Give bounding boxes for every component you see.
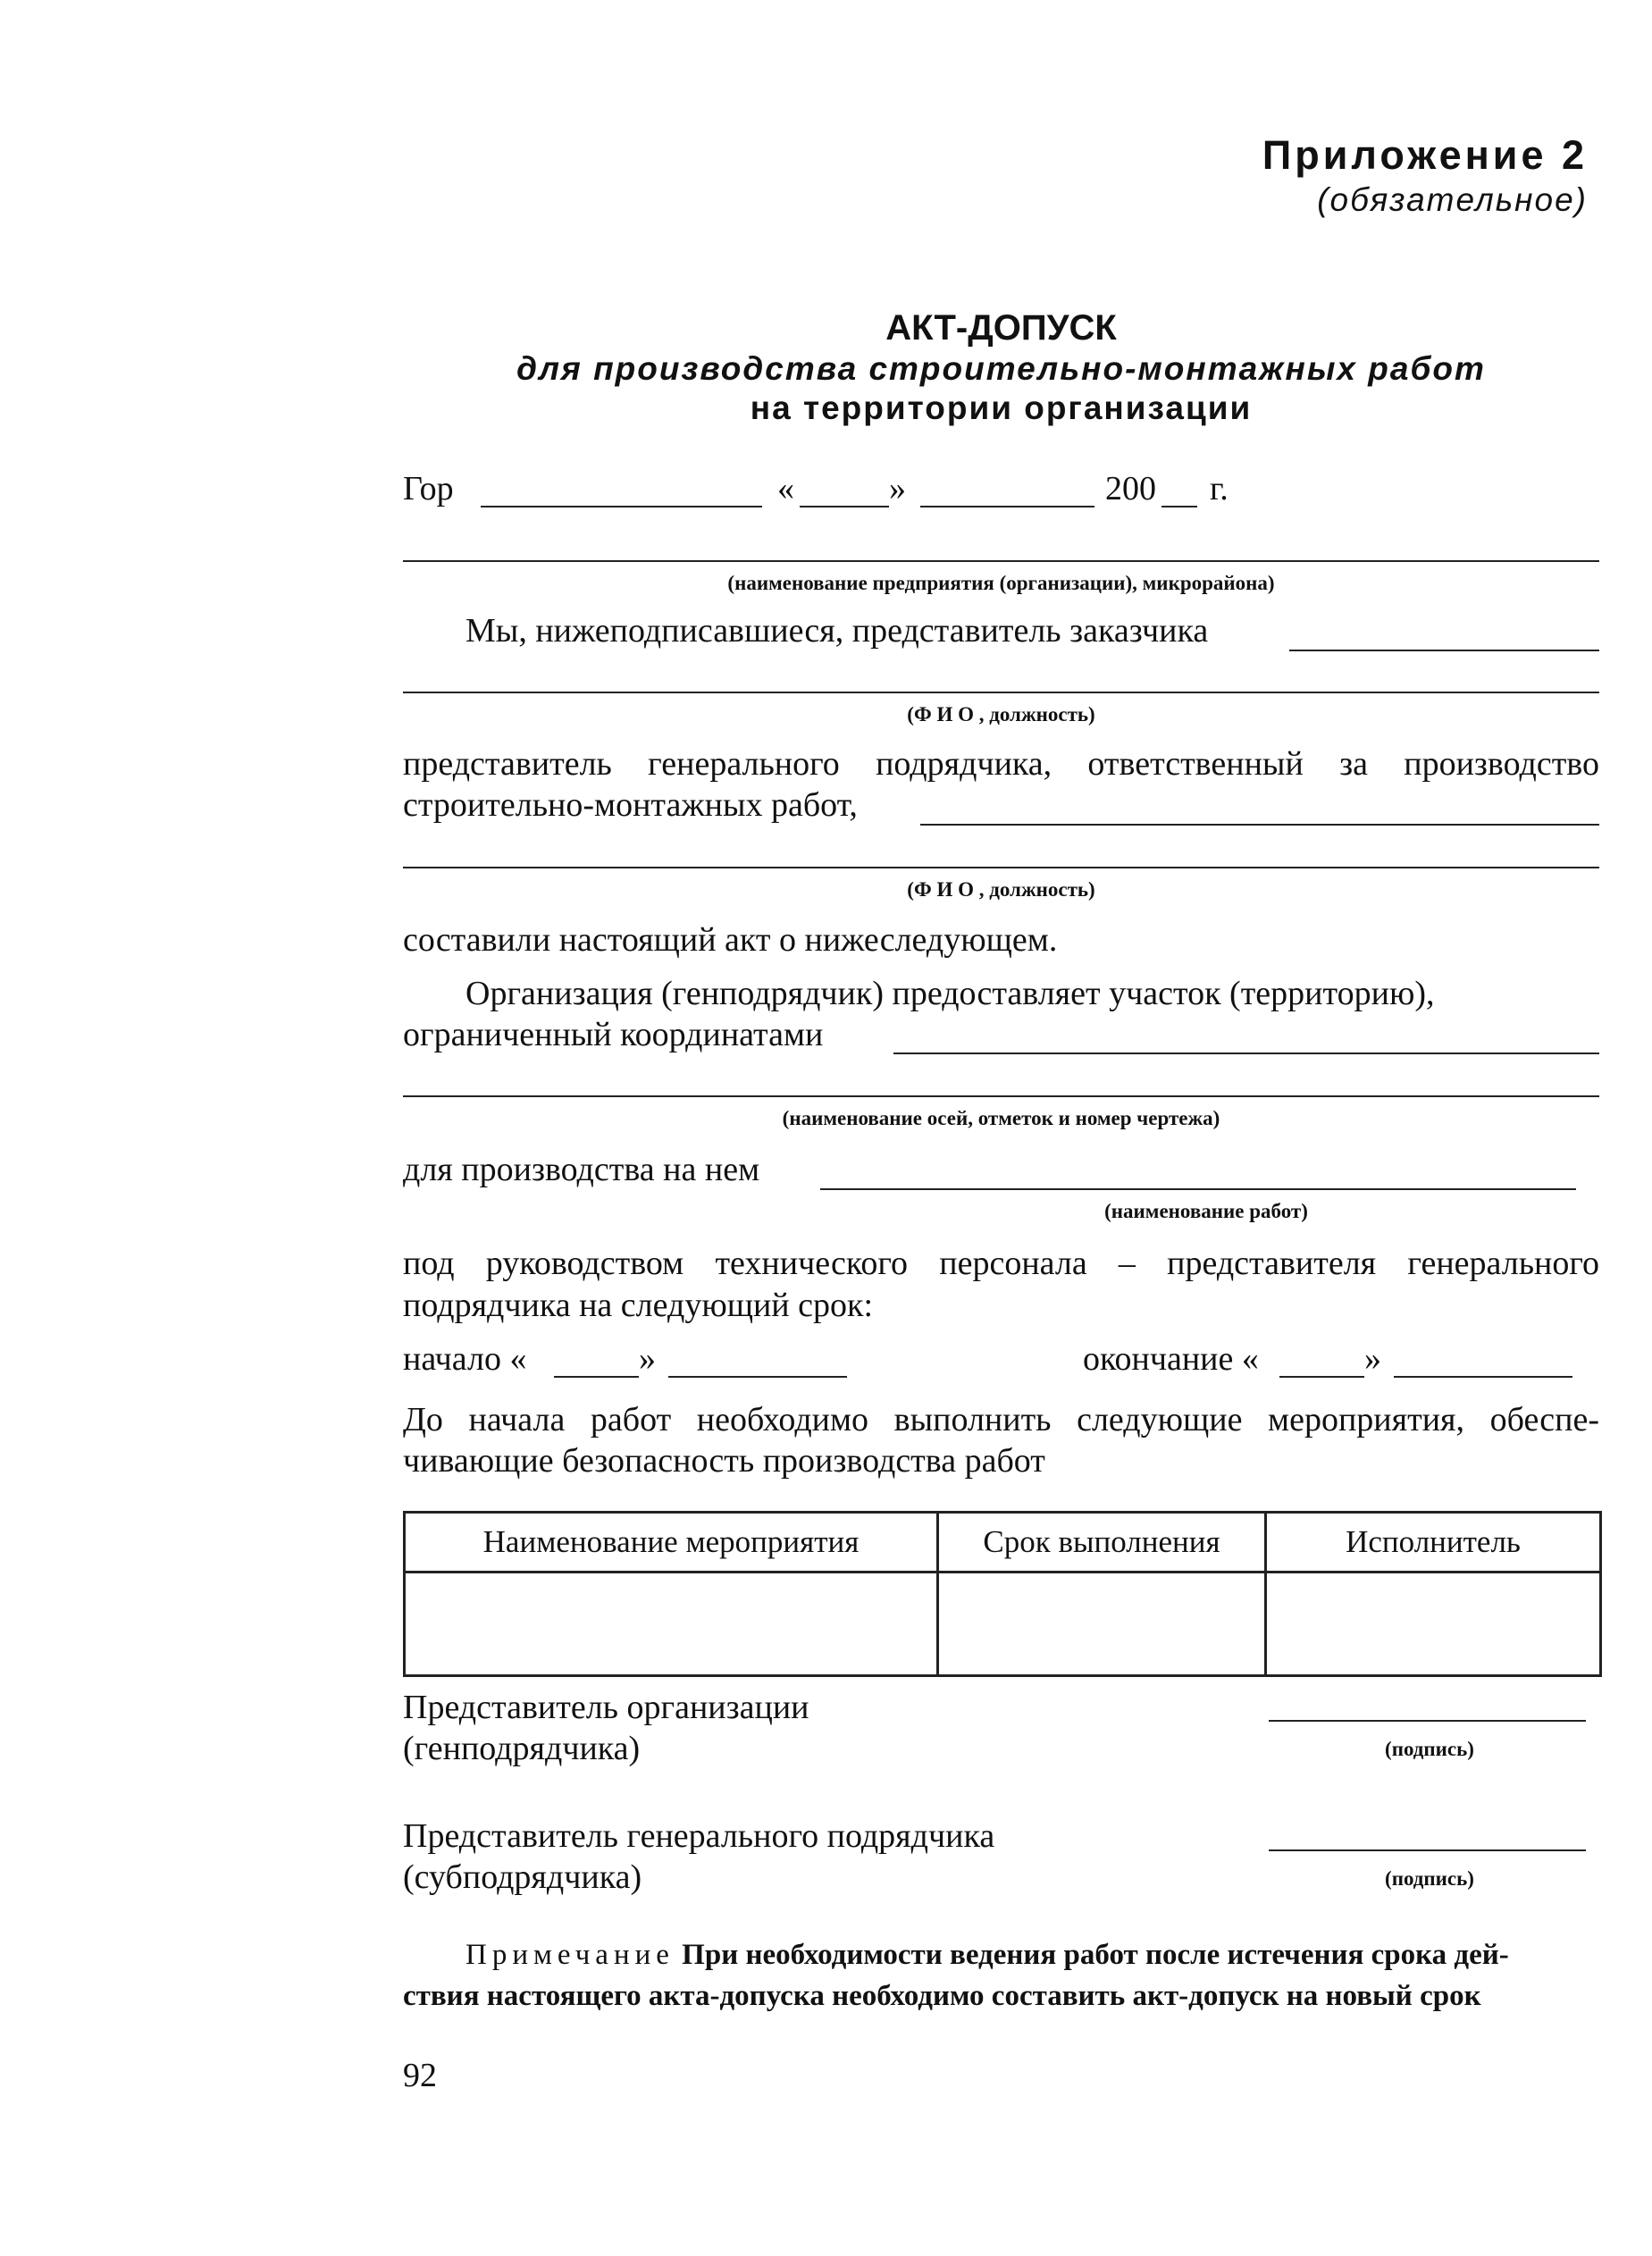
for-works-text: для производства на нем — [403, 1151, 760, 1188]
note-text-line1: При необходимости ведения работ после истечения срока дей- — [682, 1939, 1509, 1971]
day-blank — [800, 506, 889, 507]
gen-rep-line2: (субподрядчика) — [403, 1858, 642, 1896]
fio-caption-2: (Ф И О , должность) — [907, 878, 1095, 901]
supervision-line1-text: под руководством технического персонала – представителя генерального — [403, 1245, 1599, 1282]
year-prefix: 200 — [1105, 470, 1156, 507]
measures-table — [403, 1511, 1602, 1677]
works-caption: (наименование работ) — [1104, 1200, 1308, 1222]
customer-rep-blank — [1289, 650, 1599, 651]
coordinates-blank-2 — [403, 1095, 1599, 1097]
axes-caption: (наименование осей, отметок и номер чертежа) — [782, 1107, 1220, 1129]
note-label: Примечание — [465, 1939, 675, 1971]
measures-line1 — [403, 1400, 1599, 1439]
start-day-blank — [554, 1376, 639, 1378]
gen-contractor-line2: строительно-монтажных работ, — [403, 786, 858, 824]
signature-line-1[interactable] — [1269, 1720, 1586, 1722]
header-executor: Исполнитель — [1266, 1513, 1601, 1572]
day-close-quote: » — [889, 470, 906, 507]
start-label: начало « — [403, 1340, 527, 1378]
enterprise-caption: (наименование предприятия (организации), микрорайона) — [727, 572, 1275, 594]
table-row — [405, 1572, 1601, 1676]
cell-measure-name[interactable] — [405, 1572, 938, 1676]
end-month-blank — [1394, 1376, 1572, 1378]
gen-contractor-line1-text: представитель генерального подрядчика, ответственный за производство — [403, 745, 1599, 783]
coordinates-blank — [893, 1053, 1599, 1054]
measures-line1-text: До начала работ необходимо выполнить следующие мероприятия, обеспе- — [403, 1401, 1599, 1438]
end-day-blank — [1279, 1376, 1364, 1378]
act-subtitle-line1: для производства строительно-монтажных работ — [516, 350, 1486, 387]
org-line1: Организация (генподрядчик) предоставляет участок (территорию), — [465, 975, 1435, 1012]
enterprise-blank — [403, 560, 1599, 562]
gen-rep-line1: Представитель генерального подрядчика — [403, 1817, 995, 1855]
page-number: 92 — [403, 2057, 437, 2094]
signature-line-2[interactable] — [1269, 1849, 1586, 1851]
start-close-quote: » — [639, 1340, 656, 1378]
act-title: АКТ-ДОПУСК — [885, 308, 1117, 348]
compiled-text: составили настоящий акт о нижеследующем. — [403, 921, 1058, 959]
gen-contractor-blank — [920, 824, 1599, 826]
act-subtitle-line2: на территории организации — [750, 390, 1253, 426]
year-suffix: г. — [1210, 470, 1229, 507]
works-blank — [820, 1188, 1576, 1190]
day-open-quote: « — [777, 470, 794, 507]
note-line1 — [465, 1939, 1509, 1972]
customer-rep-blank-2 — [403, 692, 1599, 693]
gen-contractor-blank-2 — [403, 867, 1599, 868]
end-label: окончание « — [1083, 1340, 1259, 1378]
org-rep-line1: Представитель организации — [403, 1689, 809, 1726]
supervision-line2: подрядчика на следующий срок: — [403, 1287, 874, 1324]
start-month-blank — [668, 1376, 847, 1378]
customer-rep-text: Мы, нижеподписавшиеся, представитель заказчика — [465, 612, 1209, 650]
appendix-subtitle: (обязательное) — [1317, 181, 1588, 218]
signature-caption-1: (подпись) — [1385, 1738, 1474, 1760]
org-rep-line2: (генподрядчика) — [403, 1730, 641, 1767]
city-blank — [481, 506, 762, 507]
cell-executor[interactable] — [1266, 1572, 1601, 1676]
note-line2: ствия настоящего акта-допуска необходимо составить акт-допуск на новый срок — [403, 1980, 1481, 2012]
measures-line2: чивающие безопасность производства работ — [403, 1442, 1045, 1480]
table-header-row — [405, 1513, 1601, 1572]
gen-contractor-line1 — [403, 744, 1599, 784]
month-blank — [920, 506, 1094, 507]
signature-caption-2: (подпись) — [1385, 1867, 1474, 1890]
end-close-quote: » — [1364, 1340, 1381, 1378]
city-label: Гор — [403, 470, 454, 507]
org-line2: ограниченный координатами — [403, 1016, 824, 1053]
header-deadline: Срок выполнения — [938, 1513, 1266, 1572]
header-measure-name: Наименование мероприятия — [405, 1513, 938, 1572]
year-blank — [1161, 506, 1197, 507]
fio-caption-1: (Ф И О , должность) — [907, 703, 1095, 725]
appendix-title: Приложение 2 — [1262, 132, 1588, 178]
supervision-line1 — [403, 1244, 1599, 1283]
cell-deadline[interactable] — [938, 1572, 1266, 1676]
